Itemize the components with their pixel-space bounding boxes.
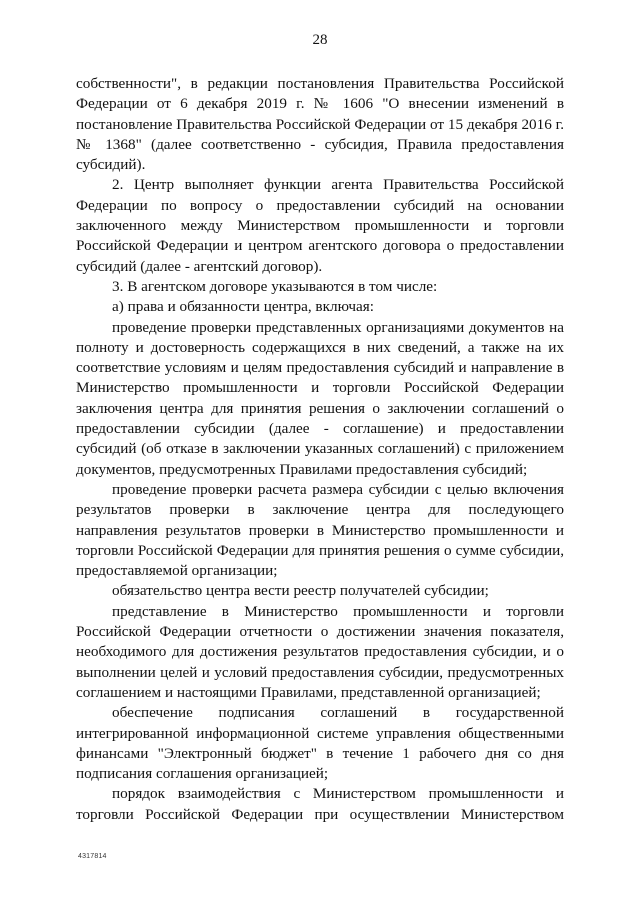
paragraph-continuation: собственности", в редакции постановления Правительства Российской Федерации от 6 декабря 2019 г. № 1606 "О внесении изменений в постановление Правительства Российской Федерации от 15 декабря 2016 г. № 1368" (далее соответственно - субсидия, Правила предоставления субсидий). xyxy=(76,75,564,174)
paragraph-item-3: 3. В агентском договоре указываются в том числе: xyxy=(112,277,438,295)
paragraph-registry: обязательство центра вести реестр получателей субсидии; xyxy=(112,582,489,600)
page-number: 28 xyxy=(312,32,328,48)
paragraph-item-2: 2. Центр выполняет функции агента Правительства Российской Федерации по вопросу о предоставлении субсидий на основании заключенного между Министерством промышленности и торговли Российской Федерации и центром агентского договора о предоставлении субсидий (далее - агентский договор). xyxy=(76,176,564,275)
paragraph-interaction: порядок взаимодействия с Министерством промышленности и торговли Российской Федерации при осуществлении Министерством xyxy=(76,785,564,823)
paragraph-reporting: представление в Министерство промышленности и торговли Российской Федерации отчетности о достижении значения показателя, необходимого для достижения результатов предоставления субсидии, и о выполнении целей и условий предоставления субсидии, предусмотренных соглашением и настоящими Правилами, представленной организацией; xyxy=(76,602,564,701)
document-body xyxy=(76,74,564,825)
paragraph-document-check: проведение проверки представленных организациями документов на полноту и достоверность содержащихся в них сведений, а также на их соответствие условиям и целям предоставления субсидий и направление в Министерство промышленности и торговли Российской Федерации заключения центра для принятия решения о заключении соглашений о предоставлении субсидии (далее - соглашение) и предоставлении субсидий (об отказе в заключении указанных соглашений) с приложением документов, предусмотренных Правилами предоставления субсидий; xyxy=(76,318,564,478)
paragraph-signing: обеспечение подписания соглашений в государственной интегрированной информационной системе управления общественными финансами "Электронный бюджет" в течение 1 рабочего дня со дня подписания соглашения организацией; xyxy=(76,704,564,783)
paragraph-subitem-a: а) права и обязанности центра, включая: xyxy=(112,298,374,316)
document-code: 4317814 xyxy=(78,853,107,860)
paragraph-calculation-check: проведение проверки расчета размера субсидии с целью включения результатов проверки в заключение центра для последующего направления результатов проверки в Министерство промышленности и торговли Российской Федерации для принятия решения о сумме субсидии, предоставляемой организации; xyxy=(76,480,564,580)
